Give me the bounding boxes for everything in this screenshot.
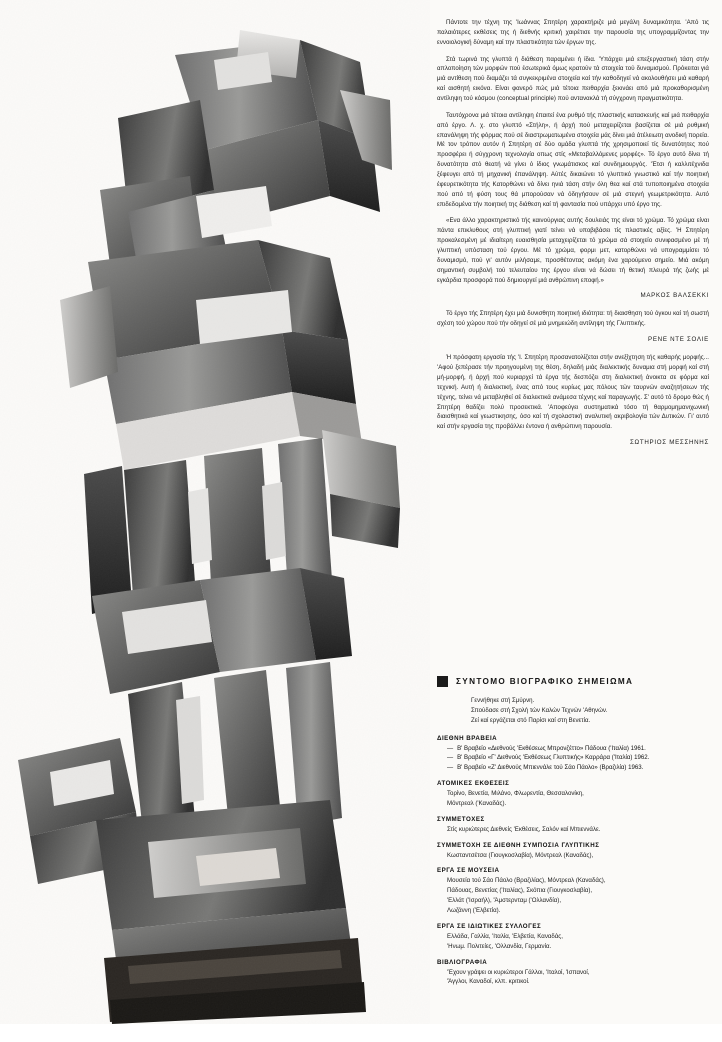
biography-intro-line-1: Γεννήθηκε στή Σμύρνη.: [471, 697, 535, 704]
section-body: [447, 825, 709, 835]
biography-intro-line-2: Σπούδασε στή Σχολή τών Καλών Τεχνών 'Αθηνών.: [471, 707, 608, 715]
section-title: ΕΡΓΑ ΣΕ ΙΔΙΩΤΙΚΕΣ ΣΥΛΛΟΓΕΣ: [437, 922, 542, 930]
list-item: [447, 753, 709, 763]
paragraph-2: Στά τωρινά της γλυπτά ή διάθεση παραμένει ή ίδια. 'Υπάρχει μιά επεξεργαστική τάση στήν απλοποίηση τών μορφών πού έσωτερικά όμως κρατούν τά στοιχεία τού δυναμισμού. Πρόκειται γιά μιά αντίθεση πού διαμάζει τά συγκεκριμένα στοιχεία καί τήν καθοδηγεί νά ακολουθήσει μιά καθαρή καί αισθητή εικόνα. Είναι φανερό πώς μιά τέτοια πειθαρχία ξεκινάει από μιά προκαθορισμένη αντίληψη τού κόσμου (conceptual principle) πού αντανακλά τή σύγχρονη πραγματικότητα.: [437, 55, 709, 103]
line: Τορίνο, Βενετία, Μιλάνο, Φλωρεντία, Θεσσαλονίκη,: [447, 789, 584, 797]
award-1: Β' Βραβείο «Διεθνούς 'Εκθέσεως Μπρονζέττο» Πάδουα ('Ιταλία) 1961.: [457, 744, 646, 752]
signature-valsecchi: ΜΑΡΚΟΣ ΒΑΛΣΕΚΚΙ: [640, 292, 709, 300]
section-title: ΕΡΓΑ ΣΕ ΜΟΥΣΕΙΑ: [437, 867, 500, 875]
line: Πάδουας, Βενετίας ('Ιταλίας), Σκόπια (Γιουγκοσλαβία),: [447, 887, 593, 895]
section-solo-exhibitions: [437, 780, 709, 809]
award-3: Β' Βραβείο «Ζ' Διεθνούς Μπιεννάλε τού Σάο Πάολο» (Βραζιλία) 1963.: [457, 764, 644, 772]
dash-bullet: —: [447, 764, 454, 772]
list-item: [447, 763, 709, 773]
section-title: ΣΥΜΜΕΤΟΧΗ ΣΕ ΔΙΕΘΝΗ ΣΥΜΠΟΣΙΑ ΓΛΥΠΤΙΚΗΣ: [437, 841, 600, 849]
line: 'Ηνωμ. Πολιτείες, 'Ολλανδία, Γερμανία.: [447, 942, 552, 950]
biography-intro-line-3: Ζεί καί εργάζεται στό Παρίσι καί στη Βενετία.: [471, 717, 591, 725]
section-private-collections: [437, 923, 709, 952]
paragraph-5: Τό έργο τής Σπητέρη έχει μιά δυνισθητη ποιητική ιδιότητα: τή διαισθηση τού όγκου καί τή σωστή σχέση τού χώρου πού τήν οδηγεί σέ μιά μνημειώδη αντίληψη τής Γλυπτικής.: [437, 310, 709, 328]
line: 'Άγγλοι, Καναδοί, κλπ. κριτικοί.: [447, 978, 530, 986]
paragraph-4-quote: «Ενα άλλο χαρακτηριστικό τής καινούργιας αυτής δουλειάς της είναι τό χρώμα. Τό χρώμα είναι πάντα επικλυθους στή γλυπτική γιατί τείνει νά υποβιβάσει τίς πλαστικές αξίες. 'Η Σπητέρη προκαλεσμένη μέ ιδιαίτερη ευαισθησία μεταχειρίζεται τό χρώμα σά στοιχείο συνιφασμένο μέ τή γλυπτική υπόσταση τού έργου. Μέ τό χρώμα, φορμι μετ, κατορθώνει νά υπογραμμίσει τό δυναμισμό, πού γι' αυτόν μιλήσαμε, προσθέτοντας ακόμη ένα χαρούμενο σημείο. Μιά ακόμη σημαντική συμβολή τού τελευταίου της έργου είναι νά δώσει τή θετική πλευρά τής ζωής μέ εγκάρδια προσφορά πού δημιουργεί μιά ανθρώπινη εποφή.»: [437, 217, 709, 284]
section-symposia: [437, 842, 709, 861]
list-item: [447, 744, 709, 754]
dash-bullet: —: [447, 744, 454, 752]
section-international-awards: [437, 735, 709, 773]
section-participations: [437, 816, 709, 835]
section-title: ΒΙΒΛΙΟΓΡΑΦΙΑ: [437, 958, 488, 966]
line: 'Ελλάτ ('Ισραήλ), 'Άμστερνταμ ('Ολλανδία),: [447, 897, 562, 905]
section-body: [447, 876, 709, 915]
paragraph-1: Πάντοτε την τέχνη της 'Ιωάννας Σπητέρη χαρακτήριζε μιά μεγάλη δυναμικότητα. 'Από τις παλαιότερες εκθέσεις της ή διεθνής κριτική χαιρέτισε την παρουσία της υπογραμμίζοντας την εννοιολογική δύναμη καί την πλαστικότητα τών έργων της.: [437, 19, 709, 46]
section-body: [447, 851, 709, 861]
signature-messinis: ΣΩΤΗΡΙΟΣ ΜΕΣΣΗΝΗΣ: [630, 439, 709, 447]
paragraph-3: Ταυτόχρονα μιά τέτοια αντίληψη έπαιτεί ένα ρυθμό τής πλαστικής κατασκευής καί μιά πειθαρχία από έργο. Λ. χ. στο γλυπτό «Στήλη», ή άρχή πού μεταχειρίζεται βασίζεται σέ μιά ρυθμική επανάληψη τής φόρμας πού σέ διαστρωματωμένα στοιχεία μάς δίνει μιά άτέλειωτη ανοδική πορεία. Μέ τον τρόπον αυτόν ή Σπητέρη σέ δύο ομάδα γλυπτά τής χρησιμοποιεί τίς δυνατότητες πού προσφέρει ή σύγχρονη τεχνολογία οπως στίς «Μεταβαλλόμενες μορφές». Τό έργο αυτό δίνει τή δυνατότητα στό θεατή νά γίνει ό ίδιος γνωμάτισκος καί συνδημιουργός. 'Έτσι ή καλλιτέχνιδα ξέφευγει από τή μηχανική έπανάληψη. Αύτές δικαιώνει τό γλυπτικό γνωστικό καί τήν ποιητική έφευρετικότητα τής Κατορθώνει νά δίνει ηνιά τάση στήν όλη θεα καί στά τυποποιημένα στοιχεία πού από τή φύση τους θά μπορούσαν νά όδηγήσουν σέ μιά στεγνή γεωμετρικότητα. Αυτό επιδεδομένα τήν ποιητική της διάθεση καί τή φαντασία πού υπάρχει υπό έργο της.: [437, 111, 709, 208]
biography-block: [437, 676, 709, 994]
section-museums: [437, 867, 709, 915]
section-body: [447, 789, 709, 809]
line: Ελλάδα, Γαλλία, 'Ιταλία, 'Ελβετία, Καναδάς,: [447, 932, 563, 940]
line: Μουσεία τού Σάο Πάολο (Βραζιλίας), Μόντρεαλ (Καναδάς),: [447, 877, 606, 885]
line: Λωζάννη ('Ελβετία).: [447, 906, 501, 914]
section-body: [447, 932, 709, 952]
section-title: ΔΙΕΘΝΗ ΒΡΑΒΕΙΑ: [437, 734, 498, 742]
line: Κωσταντσέτσα (Γιουγκοσλαβία), Μόντρεαλ (Καναδάς),: [447, 851, 594, 859]
section-title: ΑΤΟΜΙΚΕΣ ΕΚΘΕΣΕΙΣ: [437, 779, 510, 787]
signature-de-solier: ΡΕΝΕ ΝΤΕ ΣΟΛΙΕ: [648, 336, 709, 344]
black-square-bullet-icon: [437, 676, 448, 687]
award-2: Β' Βραβείο «Γ' Διεθνούς 'Εκθέσεως Γλυπτικής» Καρράρα ('Ιταλία) 1962.: [457, 754, 650, 762]
line: 'Έχουν γράψει οι κυριώτεροι Γάλλοι, 'Ιταλοί, 'Ισπανοί,: [447, 968, 590, 976]
dash-bullet: —: [447, 754, 454, 762]
line: Στίς κυριώτερες Διεθνείς 'Εκθέσεις, Σαλόν καί Μπιεννάλε.: [447, 825, 601, 833]
biography-intro: [471, 696, 709, 727]
section-body: [447, 968, 709, 988]
paragraph-6: Ή πρόσφατη εργασία τής 'Ι. Σπητέρη προσανατολίζεται στήν ανεξίχτηση τής καθαρής μορφής... 'Αφού ξεπέρασε τήν προηγουμένη της θέση, δηλαδή μιάς διαλεκτικής δυναμια στή μορφή καί στή μή-μορφή, ή άρχή πού κυριαρχεί τά έργα τής δεσπόζει στη διαλεκτική άνοικτα σε φόρμα καί τεχνική. Αυτή ή διαλεκτική, ένας από τους κυρίως μας πόλους τών ταυρνών αναζητήσεων τής τέχνης, τείνει νά μεταβληθεί σέ διαλεκτικά ανάμεσα τέχνης καί παραγωγής. Σ' αυτό τό δρομο θώς ή Σπητέρη θαδίζει πολύ προσεκτικά. 'Αποφεύγει συστηματικά τόσο τή θαρμομημανιχωνική διαισθητικά καί γεωστικησης, όσο καί τή σχολαστική αναλυτική ακριβολογία τών Δυτικών. Γι' αυτό καί στήν εργασία της προβάλλει έντονα ή ανθρώπινη παρουσία.: [437, 354, 709, 431]
section-title: ΣΥΜΜΕΤΟΧΕΣ: [437, 815, 485, 823]
biography-title: ΣΥΝΤΟΜΟ ΒΙΟΓΡΑΦΙΚΟ ΣΗΜΕΙΩΜΑ: [456, 677, 634, 686]
line: Μόντρεαλ ('Καναδάς).: [447, 799, 507, 807]
section-bibliography: [437, 959, 709, 988]
biography-header: [437, 676, 709, 687]
